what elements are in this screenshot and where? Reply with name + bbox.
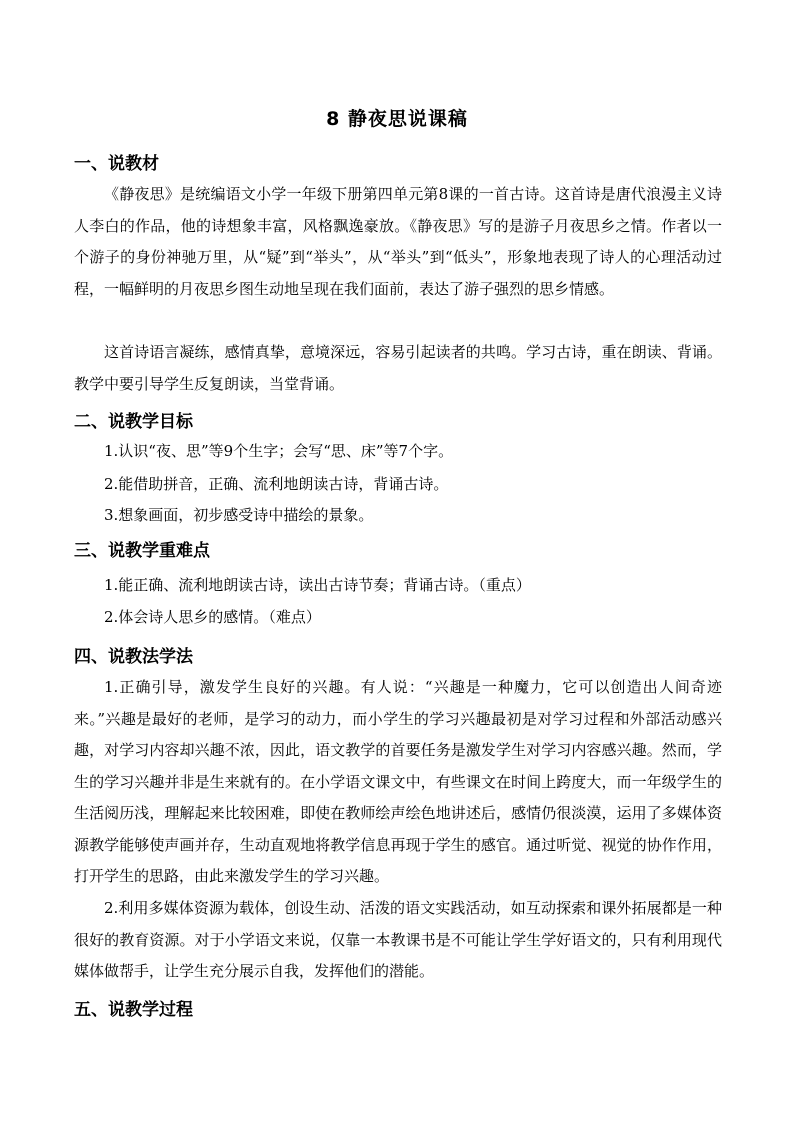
key-point-item-2: 2.体会诗人思乡的感情。（难点） [104,608,321,626]
objective-item-1: 1.认识“夜、思”等9个生字；会写“思、床”等7个字。 [104,442,454,460]
paragraph-method-1: 1.正确引导，激发学生良好的兴趣。有人说：“兴趣是一种魔力，它可以创造出人间奇迹来。”兴趣是最好的老师，是学习的动力，而小学生的学习兴趣最初是对学习过程和外部活动感兴趣，对学习内容却兴趣不浓，因此，语文教学的首要任务是激发学生对学习内容感兴趣。然而，学生的学习兴趣并非是生来就有的。在小学语文课文中，有些课文在时间上跨度大，而一年级学生的生活阅历浅，理解起来比较困难，即使在教师绘声绘色地讲述后，感情仍很淡漠，运用了多媒体资源教学能够使声画并存，生动直观地将教学信息再现于学生的感官。通过听觉、视觉的协作作用，打开学生的思路，由此来激发学生的学习兴趣。 [74,678,722,885]
section-heading-process: 五、说教学过程 [74,1000,193,1020]
section-heading-objectives: 二、说教学目标 [74,412,193,432]
section-heading-key-points: 三、说教学重难点 [74,541,210,561]
paragraph-textbook-language: 这首诗语言凝练，感情真挚，意境深远，容易引起读者的共鸣。学习古诗，重在朗读、背诵。教学中要引导学生反复朗读，当堂背诵。 [74,343,722,393]
objective-item-3: 3.想象画面，初步感受诗中描绘的景象。 [104,506,374,524]
section-heading-methods: 四、说教法学法 [74,647,193,667]
document-title: 8 静夜思说课稿 [326,108,468,130]
objective-item-2: 2.能借助拼音，正确、流利地朗读古诗，背诵古诗。 [104,475,449,493]
paragraph-method-2: 2.利用多媒体资源为载体，创设生动、活泼的语文实践活动，如互动探索和课外拓展都是一种很好的教育资源。对于小学语文来说，仅靠一本教课书是不可能让学生学好语文的，只有利用现代媒体做帮手，让学生充分展示自我，发挥他们的潜能。 [74,899,722,980]
key-point-item-1: 1.能正确、流利地朗读古诗，读出古诗节奏；背诵古诗。（重点） [104,576,531,594]
section-heading-textbook: 一、说教材 [74,154,159,174]
paragraph-textbook-intro: 《静夜思》是统编语文小学一年级下册第四单元第8课的一首古诗。这首诗是唐代浪漫主义诗人李白的作品，他的诗想象丰富，风格飘逸豪放。《静夜思》写的是游子月夜思乡之情。作者以一个游子的身份神驰万里，从“疑”到“举头”，从“举头”到“低头”，形象地表现了诗人的心理活动过程，一幅鲜明的月夜思乡图生动地呈现在我们面前，表达了游子强烈的思乡情感。 [74,185,722,298]
